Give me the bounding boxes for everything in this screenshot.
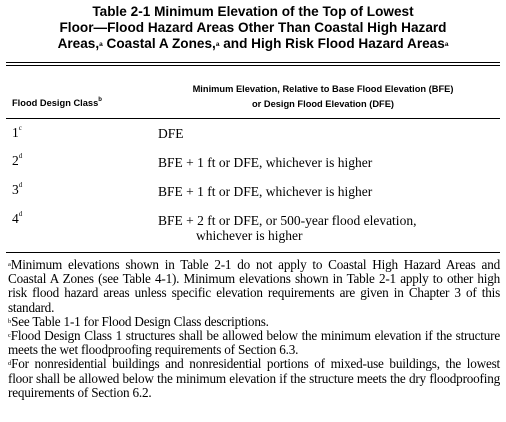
column-header-class: Flood Design Class$^b$ — [12, 97, 102, 108]
footnote-b: $^b$See Table 1-1 for Flood Design Class descriptions. — [8, 313, 269, 329]
footnote-d: $^d$For nonresidential buildings and nonresidential portions of mixed-use buildings, the lowest floor shall be allowed below the minimum elevation if the structure meets the dry floodproofing requirements of Section 6.2. — [8, 356, 500, 400]
row-4-elevation: BFE + 2 ft or DFE, or 500-year flood elevation, whichever is higher — [158, 213, 417, 243]
row-2-class: 2$^d$ — [12, 152, 23, 168]
row-1-class: 1$^c$ — [12, 124, 22, 140]
row-3-elevation: BFE + 1 ft or DFE, whichever is higher — [158, 184, 373, 199]
footnote-a: $^a$Minimum elevations shown in Table 2-1 do not apply to Coastal High Hazard Areas and Coastal A Zones (see Table 4-1). Minimum elevations shown in Table 2-1 apply to other high risk flood hazard areas unless specific elevation requirements are given in Chapter 3 of this standard. — [8, 257, 500, 315]
title-line-1: Table 2-1 Minimum Elevation of the Top of Lowest — [92, 4, 414, 19]
row-2-elevation: BFE + 1 ft or DFE, whichever is higher — [158, 155, 373, 170]
row-3-class: 3$^d$ — [12, 181, 23, 197]
bottom-rule — [6, 252, 500, 253]
title-line-2: Floor—Flood Hazard Areas Other Than Coastal High Hazard — [59, 20, 447, 35]
row-4-class: 4$^d$ — [12, 210, 23, 226]
column-header-elevation: Minimum Elevation, Relative to Base Flood Elevation (BFE) or Design Flood Elevation (DFE) — [192, 84, 454, 109]
top-double-rule — [6, 62, 500, 66]
header-rule — [6, 118, 500, 119]
table-footnotes — [8, 258, 500, 400]
footnote-c: $^c$Flood Design Class 1 structures shall be allowed below the minimum elevation if the structure meets the wet floodproofing requirements of Section 6.3. — [8, 328, 500, 358]
title-line-3: Areas,$^a$ Coastal A Zones,$^a$ and High Risk Flood Hazard Areas$^a$ — [57, 36, 449, 51]
table-title — [0, 4, 506, 52]
row-1-elevation: DFE — [158, 126, 184, 141]
